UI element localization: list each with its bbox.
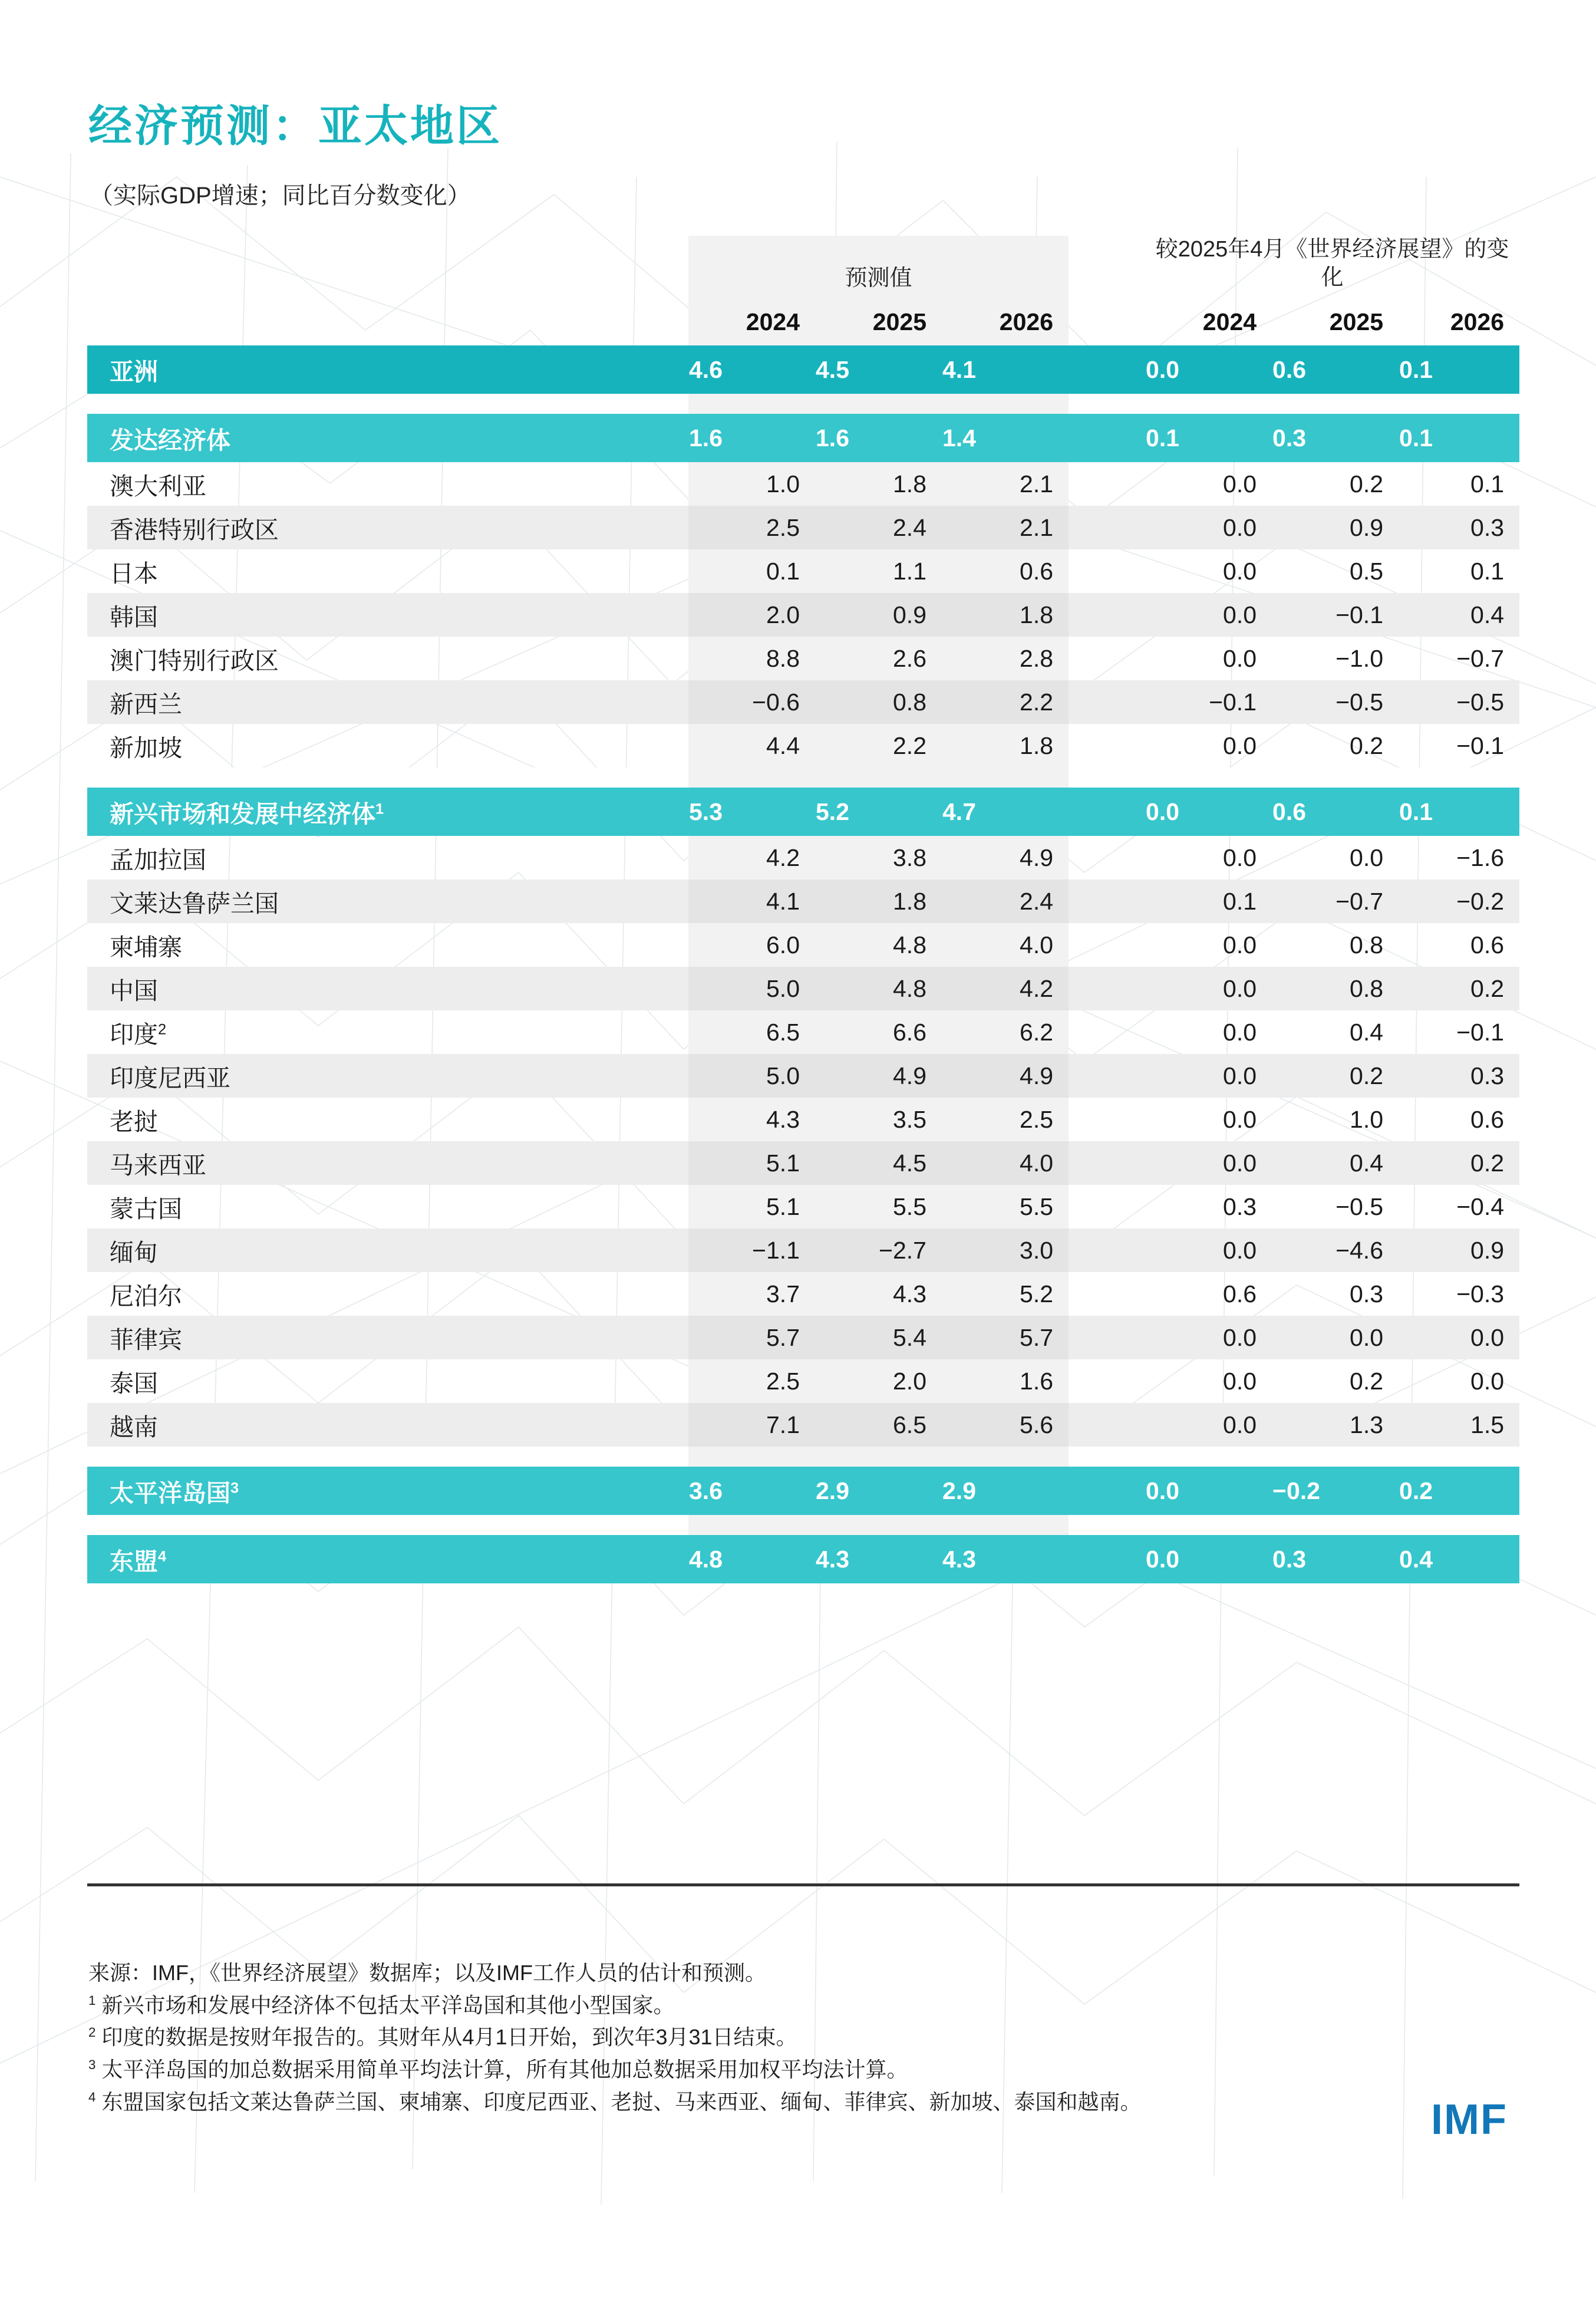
value-cell-2025: 2.0	[815, 1359, 942, 1403]
revision-cell-2024: 0.0	[1223, 1105, 1257, 1133]
value-cell-2025: 0.8	[815, 680, 942, 724]
imf-logo: IMF	[1431, 2096, 1508, 2143]
value-cell-2026: 5.6	[942, 1403, 1069, 1447]
value-cell-2025: 3.5	[815, 1098, 942, 1141]
row-label: 缅甸	[87, 1228, 688, 1272]
revision-cell-2026: 0.4	[1399, 1535, 1519, 1583]
footnote-2-text: 印度的数据是按财年报告的。其财年从4月1日开始，到次年3月31日结束。	[101, 2025, 797, 2050]
page-subtitle: （实际GDP增速；同比百分数变化）	[90, 183, 471, 209]
revision-cell-2024: 0.0	[1145, 1535, 1272, 1583]
revision-cell-2026: −0.1	[1456, 1018, 1505, 1046]
revision-cell-2026: 0.6	[1470, 1105, 1505, 1133]
column-header-2024: 2024	[688, 300, 815, 345]
footnote-4	[88, 2086, 1444, 2119]
row-label: 尼泊尔	[110, 1282, 182, 1310]
revision-cell-2025: −0.5	[1272, 680, 1399, 724]
table-row	[87, 1010, 1519, 1054]
revision-cell-2024: 0.1	[1145, 414, 1272, 462]
value-cell-2025: 5.4	[815, 1316, 942, 1359]
revision-cell-2026: 0.1	[1399, 788, 1519, 836]
revision-cell-2026: 0.3	[1399, 506, 1519, 549]
row-label: 新兴市场和发展中经济体$^1$	[87, 788, 688, 836]
revision-cell-2025: 0.4	[1350, 1018, 1384, 1046]
revision-cell-2025: 1.0	[1350, 1105, 1384, 1133]
value-cell-2024: −0.6	[688, 680, 815, 724]
value-cell-2025: 4.9	[815, 1054, 942, 1098]
gap-cell	[1069, 1403, 1145, 1447]
gap-cell	[1069, 788, 1145, 836]
revision-cell-2025: −0.7	[1272, 880, 1399, 923]
revision-cell-2024: 0.0	[1223, 732, 1257, 759]
gap-cell	[1069, 967, 1145, 1010]
value-cell-2024: 5.7	[688, 1316, 815, 1359]
value-cell-2026: 4.3	[942, 1535, 1069, 1583]
value-cell-2026: 0.6	[942, 549, 1069, 593]
gap-cell	[1069, 414, 1145, 462]
value-cell-2026: 4.9	[942, 836, 1069, 880]
value-cell-2025: 2.6	[815, 637, 942, 680]
revision-cell-2024: 0.0	[1145, 1403, 1272, 1447]
revision-cell-2025: 0.4	[1272, 1141, 1399, 1185]
row-label-footnote-marker: 3	[230, 1479, 239, 1496]
value-cell-2024: −1.1	[688, 1228, 815, 1272]
value-cell-2024: 8.8	[688, 637, 815, 680]
revision-cell-2024: 0.0	[1145, 967, 1272, 1010]
table-row	[87, 680, 1519, 724]
value-cell-2025: 4.5	[815, 345, 942, 394]
gap-cell	[1069, 923, 1145, 967]
revision-cell-2025: 0.6	[1272, 345, 1399, 394]
table-row	[87, 1141, 1519, 1185]
row-label: 文莱达鲁萨兰国	[87, 880, 688, 923]
gap-cell	[1069, 1054, 1145, 1098]
revision-cell-2025: 0.0	[1272, 1316, 1399, 1359]
revision-cell-2025: 0.2	[1350, 1367, 1384, 1395]
footnote-4-text: 东盟国家包括文莱达鲁萨兰国、柬埔寨、印度尼西亚、老挝、马来西亚、缅甸、菲律宾、新加坡、泰国和越南。	[101, 2089, 1142, 2114]
value-cell-2026: 4.7	[942, 788, 1069, 836]
value-cell-2026: 2.1	[942, 462, 1069, 506]
value-cell-2026: 1.8	[942, 724, 1069, 768]
value-cell-2025: 2.2	[815, 724, 942, 768]
revision-cell-2025: −0.5	[1336, 1193, 1384, 1220]
value-cell-2026: 2.9	[942, 1467, 1069, 1515]
value-cell-2026: 4.9	[942, 1054, 1069, 1098]
table-spacer-row	[87, 1447, 1519, 1467]
row-label: 澳门特别行政区	[110, 647, 279, 674]
revision-cell-2024: 0.0	[1223, 1018, 1257, 1046]
value-cell-2024: 4.3	[688, 1098, 815, 1141]
value-cell-2025: 4.3	[815, 1272, 942, 1316]
gap-cell	[1069, 1010, 1145, 1054]
value-cell-2026: 2.8	[942, 637, 1069, 680]
gap-cell	[1069, 880, 1145, 923]
revision-cell-2025: 0.8	[1272, 967, 1399, 1010]
forecast-group-label: 预测值	[688, 236, 1069, 300]
revision-cell-2024: 0.0	[1145, 506, 1272, 549]
source-note: 来源：IMF，《世界经济展望》数据库；以及IMF工作人员的估计和预测。	[88, 1961, 766, 1985]
page-title: 经济预测：亚太地区	[88, 101, 502, 150]
gap-cell	[1069, 345, 1145, 394]
revision-cell-2024: 0.0	[1145, 1054, 1272, 1098]
footnote-1	[88, 1990, 1444, 2022]
value-cell-2026: 5.7	[942, 1316, 1069, 1359]
revision-cell-2024: 0.6	[1223, 1280, 1257, 1307]
row-label: 蒙古国	[110, 1195, 182, 1223]
table-spacer-row	[87, 768, 1519, 788]
revision-group-label: 较2025年4月《世界经济展望》的变化	[1155, 237, 1509, 290]
table-row	[87, 724, 1519, 768]
revision-cell-2025: 0.2	[1350, 470, 1384, 498]
table-row	[87, 637, 1519, 680]
gap-cell	[1069, 462, 1145, 506]
table-row	[87, 1316, 1519, 1359]
column-header-rev-2024: 2024	[1202, 308, 1257, 335]
row-label: 发达经济体	[87, 414, 688, 462]
table-row	[87, 549, 1519, 593]
value-cell-2024: 5.3	[688, 788, 815, 836]
row-label: 泰国	[110, 1369, 158, 1397]
value-cell-2026: 6.2	[942, 1010, 1069, 1054]
footnote-4-marker: 4	[88, 2089, 96, 2104]
value-cell-2025: 6.6	[815, 1010, 942, 1054]
revision-cell-2026: 0.1	[1399, 345, 1519, 394]
row-label: 中国	[87, 967, 688, 1010]
gap-cell	[1069, 1467, 1145, 1515]
value-cell-2024: 5.1	[688, 1141, 815, 1185]
gap-cell	[1069, 680, 1145, 724]
revision-cell-2026: 0.1	[1399, 414, 1519, 462]
value-cell-2024: 5.0	[688, 1054, 815, 1098]
value-cell-2026: 5.5	[942, 1185, 1069, 1228]
column-header-2026: 2026	[942, 300, 1069, 345]
revision-cell-2024: −0.1	[1145, 680, 1272, 724]
value-cell-2024: 4.8	[688, 1535, 815, 1583]
value-cell-2025: 1.8	[815, 880, 942, 923]
table-row	[87, 593, 1519, 637]
value-cell-2025: 1.1	[815, 549, 942, 593]
gap-cell	[1069, 1185, 1145, 1228]
footnote-1-marker: 1	[88, 1992, 96, 2008]
revision-cell-2024: 0.0	[1223, 1367, 1257, 1395]
footnote-2-marker: 2	[88, 2025, 96, 2040]
gap-cell	[1069, 1228, 1145, 1272]
value-cell-2026: 4.0	[942, 1141, 1069, 1185]
value-cell-2025: 6.5	[815, 1403, 942, 1447]
value-cell-2024: 2.0	[688, 593, 815, 637]
gap-cell	[1069, 1359, 1145, 1403]
footer-notes	[88, 1957, 1444, 2119]
row-label: 马来西亚	[87, 1141, 688, 1185]
table-row	[87, 462, 1519, 506]
revision-cell-2024: 0.0	[1223, 644, 1257, 672]
table-row	[87, 1272, 1519, 1316]
value-cell-2026: 4.0	[942, 923, 1069, 967]
footnote-1-text: 新兴市场和发展中经济体不包括太平洋岛国和其他小型国家。	[101, 1992, 675, 2017]
table-section-header-row	[87, 345, 1519, 394]
value-cell-2024: 3.6	[688, 1467, 815, 1515]
gap-cell	[1069, 836, 1145, 880]
footnote-3	[88, 2054, 1444, 2086]
revision-cell-2025: 0.5	[1350, 557, 1384, 585]
column-header-rev-2026: 2026	[1450, 308, 1505, 335]
value-cell-2024: 3.7	[688, 1272, 815, 1316]
row-label: 印度$^2$	[110, 1020, 167, 1048]
value-cell-2026: 2.2	[942, 680, 1069, 724]
revision-cell-2024: 0.1	[1145, 880, 1272, 923]
value-cell-2026: 2.5	[942, 1098, 1069, 1141]
value-cell-2024: 6.0	[688, 923, 815, 967]
value-cell-2025: 1.8	[815, 462, 942, 506]
value-cell-2026: 4.1	[942, 345, 1069, 394]
column-header-rev-2025: 2025	[1329, 308, 1384, 335]
revision-cell-2026: 0.2	[1399, 967, 1519, 1010]
value-cell-2025: 4.8	[815, 967, 942, 1010]
value-cell-2024: 1.6	[688, 414, 815, 462]
gap-cell	[1069, 724, 1145, 768]
value-cell-2025: 0.9	[815, 593, 942, 637]
revision-cell-2025: 0.3	[1272, 414, 1399, 462]
table-section-header-row	[87, 1535, 1519, 1583]
value-cell-2025: 2.4	[815, 506, 942, 549]
revision-cell-2026: 0.2	[1399, 1467, 1519, 1515]
table-row	[87, 506, 1519, 549]
revision-cell-2025: 0.3	[1272, 1535, 1399, 1583]
revision-cell-2024: 0.3	[1223, 1193, 1257, 1220]
table-row	[87, 836, 1519, 880]
column-header-gap	[1069, 300, 1145, 345]
value-cell-2024: 5.0	[688, 967, 815, 1010]
row-label: 韩国	[87, 593, 688, 637]
value-cell-2026: 2.1	[942, 506, 1069, 549]
revision-cell-2026: 0.3	[1399, 1054, 1519, 1098]
group-gap-cell	[1069, 236, 1145, 300]
gap-cell	[1069, 593, 1145, 637]
revision-cell-2024: 0.0	[1223, 844, 1257, 871]
empty-corner-cell	[87, 236, 688, 300]
row-label: 太平洋岛国$^3$	[87, 1467, 688, 1515]
column-header-2025: 2025	[815, 300, 942, 345]
value-cell-2026: 5.2	[942, 1272, 1069, 1316]
revision-cell-2026: 0.1	[1470, 470, 1505, 498]
revision-cell-2026: −0.7	[1456, 644, 1505, 672]
value-cell-2024: 1.0	[688, 462, 815, 506]
value-cell-2024: 4.1	[688, 880, 815, 923]
table-row	[87, 1359, 1519, 1403]
revision-cell-2026: −0.5	[1399, 680, 1519, 724]
table-row	[87, 880, 1519, 923]
revision-cell-2026: 0.9	[1399, 1228, 1519, 1272]
row-label-footnote-marker: 1	[375, 800, 384, 817]
revision-cell-2025: 0.2	[1350, 732, 1384, 759]
revision-cell-2026: 0.0	[1399, 1316, 1519, 1359]
table-row	[87, 923, 1519, 967]
value-cell-2026: 3.0	[942, 1228, 1069, 1272]
gap-cell	[1069, 1535, 1145, 1583]
value-cell-2025: 4.5	[815, 1141, 942, 1185]
value-cell-2026: 1.4	[942, 414, 1069, 462]
row-label: 菲律宾	[87, 1316, 688, 1359]
gap-cell	[1069, 1098, 1145, 1141]
value-cell-2025: 4.3	[815, 1535, 942, 1583]
row-label: 日本	[110, 559, 158, 587]
value-cell-2026: 2.4	[942, 880, 1069, 923]
revision-cell-2024: 0.0	[1145, 1316, 1272, 1359]
revision-cell-2024: 0.0	[1145, 1141, 1272, 1185]
revision-cell-2024: 0.0	[1145, 788, 1272, 836]
table-body	[87, 345, 1519, 1583]
revision-cell-2025: −0.1	[1272, 593, 1399, 637]
value-cell-2024: 0.1	[688, 549, 815, 593]
table-row	[87, 1185, 1519, 1228]
revision-cell-2025: 0.2	[1272, 1054, 1399, 1098]
value-cell-2024: 6.5	[688, 1010, 815, 1054]
value-cell-2024: 2.5	[688, 1359, 815, 1403]
gap-cell	[1069, 1316, 1145, 1359]
row-label: 新西兰	[87, 680, 688, 724]
table-row	[87, 1054, 1519, 1098]
revision-cell-2025: −1.0	[1336, 644, 1384, 672]
revision-cell-2026: 0.0	[1470, 1367, 1505, 1395]
row-label: 印度尼西亚	[87, 1054, 688, 1098]
footnote-2	[88, 2021, 1444, 2054]
revision-cell-2026: −0.1	[1456, 732, 1505, 759]
row-label: 香港特别行政区	[87, 506, 688, 549]
revision-cell-2025: 0.0	[1350, 844, 1384, 871]
revision-cell-2026: −0.4	[1456, 1193, 1505, 1220]
revision-cell-2026: 0.6	[1470, 931, 1505, 959]
value-cell-2024: 4.6	[688, 345, 815, 394]
value-cell-2026: 4.2	[942, 967, 1069, 1010]
revision-cell-2024: 0.0	[1223, 557, 1257, 585]
revision-cell-2026: 1.5	[1399, 1403, 1519, 1447]
revision-cell-2026: −0.2	[1399, 880, 1519, 923]
table-section-header-row	[87, 788, 1519, 836]
gap-cell	[1069, 506, 1145, 549]
value-cell-2025: −2.7	[815, 1228, 942, 1272]
revision-cell-2025: 1.3	[1272, 1403, 1399, 1447]
column-header-country	[87, 300, 688, 345]
table-row	[87, 1403, 1519, 1447]
value-cell-2025: 2.9	[815, 1467, 942, 1515]
footer-divider	[87, 1883, 1519, 1886]
row-label-footnote-marker: 4	[158, 1547, 167, 1564]
revision-cell-2025: −0.2	[1272, 1467, 1399, 1515]
revision-cell-2026: −1.6	[1456, 844, 1505, 871]
row-label-footnote-marker: 2	[158, 1020, 167, 1037]
value-cell-2025: 5.5	[815, 1185, 942, 1228]
revision-cell-2024: 0.0	[1223, 931, 1257, 959]
gap-cell	[1069, 549, 1145, 593]
table-row	[87, 967, 1519, 1010]
table-row	[87, 1098, 1519, 1141]
footnote-3-text: 太平洋岛国的加总数据采用简单平均法计算，所有其他加总数据采用加权平均法计算。	[101, 2057, 908, 2082]
value-cell-2025: 1.6	[815, 414, 942, 462]
revision-cell-2026: 0.4	[1399, 593, 1519, 637]
value-cell-2024: 2.5	[688, 506, 815, 549]
row-label: 澳大利亚	[110, 472, 206, 500]
value-cell-2026: 1.6	[942, 1359, 1069, 1403]
gap-cell	[1069, 1141, 1145, 1185]
value-cell-2025: 4.8	[815, 923, 942, 967]
value-cell-2024: 7.1	[688, 1403, 815, 1447]
table-section-header-row	[87, 1467, 1519, 1515]
gap-cell	[1069, 637, 1145, 680]
revision-cell-2025: 0.3	[1350, 1280, 1384, 1307]
revision-cell-2024: 0.0	[1145, 345, 1272, 394]
table-section-header-row	[87, 414, 1519, 462]
table-group-header-row	[87, 236, 1519, 300]
table-spacer-row	[87, 394, 1519, 414]
revision-cell-2026: 0.1	[1470, 557, 1505, 585]
revision-cell-2024: 0.0	[1145, 1467, 1272, 1515]
value-cell-2025: 5.2	[815, 788, 942, 836]
footnote-3-marker: 3	[88, 2057, 96, 2073]
revision-cell-2026: −0.3	[1456, 1280, 1505, 1307]
row-label: 新加坡	[110, 734, 182, 762]
revision-cell-2024: 0.0	[1223, 470, 1257, 498]
revision-cell-2024: 0.0	[1145, 593, 1272, 637]
row-label: 东盟$^4$	[87, 1535, 688, 1583]
economic-forecast-table	[87, 236, 1519, 1583]
revision-cell-2025: 0.9	[1272, 506, 1399, 549]
revision-cell-2025: 0.6	[1272, 788, 1399, 836]
revision-cell-2025: 0.8	[1350, 931, 1384, 959]
value-cell-2024: 5.1	[688, 1185, 815, 1228]
revision-cell-2024: 0.0	[1145, 1228, 1272, 1272]
value-cell-2026: 1.8	[942, 593, 1069, 637]
table-column-header-row	[87, 300, 1519, 345]
value-cell-2024: 4.4	[688, 724, 815, 768]
row-label: 柬埔寨	[110, 933, 182, 961]
row-label: 老挝	[110, 1108, 158, 1135]
revision-cell-2025: −4.6	[1272, 1228, 1399, 1272]
row-label: 越南	[87, 1403, 688, 1447]
table-row	[87, 1228, 1519, 1272]
table-spacer-row	[87, 1515, 1519, 1535]
revision-cell-2026: 0.2	[1399, 1141, 1519, 1185]
value-cell-2024: 4.2	[688, 836, 815, 880]
value-cell-2025: 3.8	[815, 836, 942, 880]
row-label: 孟加拉国	[110, 846, 206, 874]
row-label: 亚洲	[87, 345, 688, 394]
gap-cell	[1069, 1272, 1145, 1316]
